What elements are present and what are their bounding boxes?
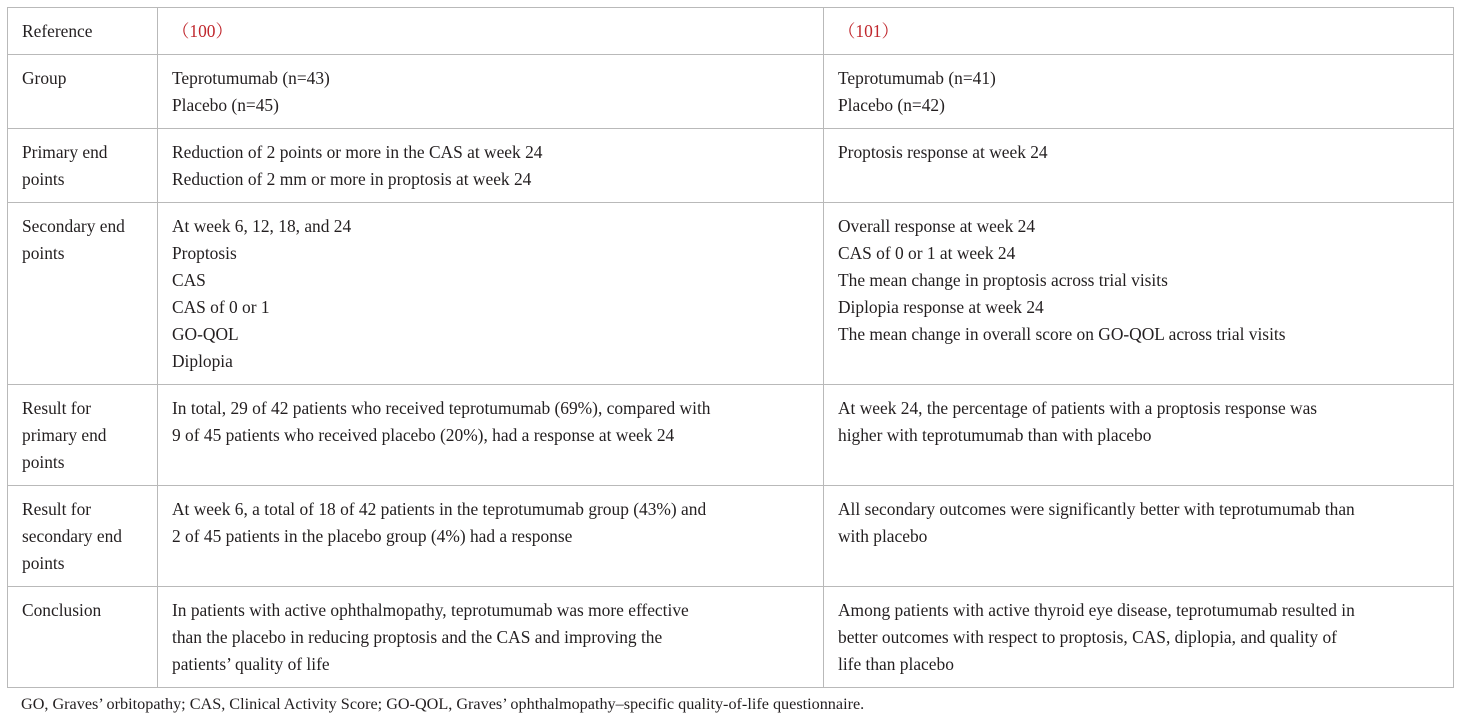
row-label-cell [8,587,158,688]
cell-line: 9 of 45 patients who received placebo (20%), had a response at week 24 [172,425,675,445]
cell-line: Among patients with active thyroid eye disease, teprotumumab resulted in [838,600,1355,620]
row-label-cell [8,385,158,486]
table-cell [158,587,824,688]
cell-line: life than placebo [838,654,954,674]
cell-line: Reduction of 2 points or more in the CAS at week 24 [172,142,543,162]
cell-line: Placebo (n=42) [838,95,945,115]
row-label: points [22,452,65,472]
ref-link-100[interactable]: 100 [189,21,216,41]
reference-citation-1 [172,18,809,45]
cell-line: Proptosis [172,243,237,263]
table-cell [158,385,824,486]
table-cell [824,385,1454,486]
table-cell [824,486,1454,587]
cell-line: than the placebo in reducing proptosis and the CAS and improving the [172,627,663,647]
table-footnote: GO, Graves’ orbitopathy; CAS, Clinical Activity Score; GO-QOL, Graves’ ophthalmopathy–specific quality-of-life questionnaire. [21,695,865,713]
row-label: Conclusion [22,600,102,620]
cell-line: patients’ quality of life [172,654,330,674]
ref-close-paren: ） [215,21,233,41]
row-label: points [22,169,65,189]
row-label-cell [8,486,158,587]
header-label-cell [8,8,158,55]
cell-line: Reduction of 2 mm or more in proptosis at week 24 [172,169,532,189]
cell-line: Diplopia response at week 24 [838,297,1044,317]
ref-link-101[interactable]: 101 [855,21,882,41]
reference-citation-2 [838,18,1439,45]
ref-close-paren: ） [881,21,899,41]
row-label: Primary end [22,142,108,162]
cell-line: In total, 29 of 42 patients who received teprotumumab (69%), compared with [172,398,711,418]
table-cell [824,587,1454,688]
cell-line: CAS of 0 or 1 at week 24 [838,243,1016,263]
cell-line: CAS of 0 or 1 [172,297,270,317]
row-label: primary end [22,425,107,445]
row-label: secondary end [22,526,122,546]
table-cell [158,129,824,203]
cell-line: In patients with active ophthalmopathy, teprotumumab was more effective [172,600,689,620]
table-row-secondary-end-points [8,203,1454,385]
table-cell [824,203,1454,385]
cell-line: Overall response at week 24 [838,216,1036,236]
cell-line: At week 24, the percentage of patients with a proptosis response was [838,398,1318,418]
table-cell [158,55,824,129]
cell-line: The mean change in proptosis across trial visits [838,270,1168,290]
row-label: Group [22,68,67,88]
table-cell [824,55,1454,129]
cell-line: Teprotumumab (n=43) [172,68,330,88]
row-label-cell [8,203,158,385]
ref-open-paren: （ [172,21,190,41]
cell-line: CAS [172,270,206,290]
cell-line: The mean change in overall score on GO-QOL across trial visits [838,324,1286,344]
row-label: Secondary end [22,216,125,236]
cell-line: better outcomes with respect to proptosis, CAS, diplopia, and quality of [838,627,1337,647]
cell-line: with placebo [838,526,928,546]
header-label: Reference [22,21,93,41]
row-label: points [22,243,65,263]
table-row-result-primary [8,385,1454,486]
row-label-cell [8,55,158,129]
row-label-cell [8,129,158,203]
header-reference-cell-1 [158,8,824,55]
table-row-group [8,55,1454,129]
comparison-table [7,7,1454,688]
cell-line: Placebo (n=45) [172,95,279,115]
ref-open-paren: （ [838,21,856,41]
table-cell [158,203,824,385]
cell-line: GO-QOL [172,324,239,344]
row-label: Result for [22,499,92,519]
cell-line: higher with teprotumumab than with placebo [838,425,1152,445]
row-label: points [22,553,65,573]
cell-line: 2 of 45 patients in the placebo group (4%) had a response [172,526,573,546]
table-body [8,8,1454,688]
table-row-primary-end-points [8,129,1454,203]
table-cell [824,129,1454,203]
table-cell [158,486,824,587]
cell-line: All secondary outcomes were significantly better with teprotumumab than [838,499,1355,519]
table-row-conclusion [8,587,1454,688]
header-reference-cell-2 [824,8,1454,55]
cell-line: Teprotumumab (n=41) [838,68,996,88]
cell-line: At week 6, a total of 18 of 42 patients in the teprotumumab group (43%) and [172,499,707,519]
row-label: Result for [22,398,92,418]
cell-line: Proptosis response at week 24 [838,142,1048,162]
table-row-result-secondary [8,486,1454,587]
cell-line: At week 6, 12, 18, and 24 [172,216,352,236]
cell-line: Diplopia [172,351,233,371]
table-header-row [8,8,1454,55]
